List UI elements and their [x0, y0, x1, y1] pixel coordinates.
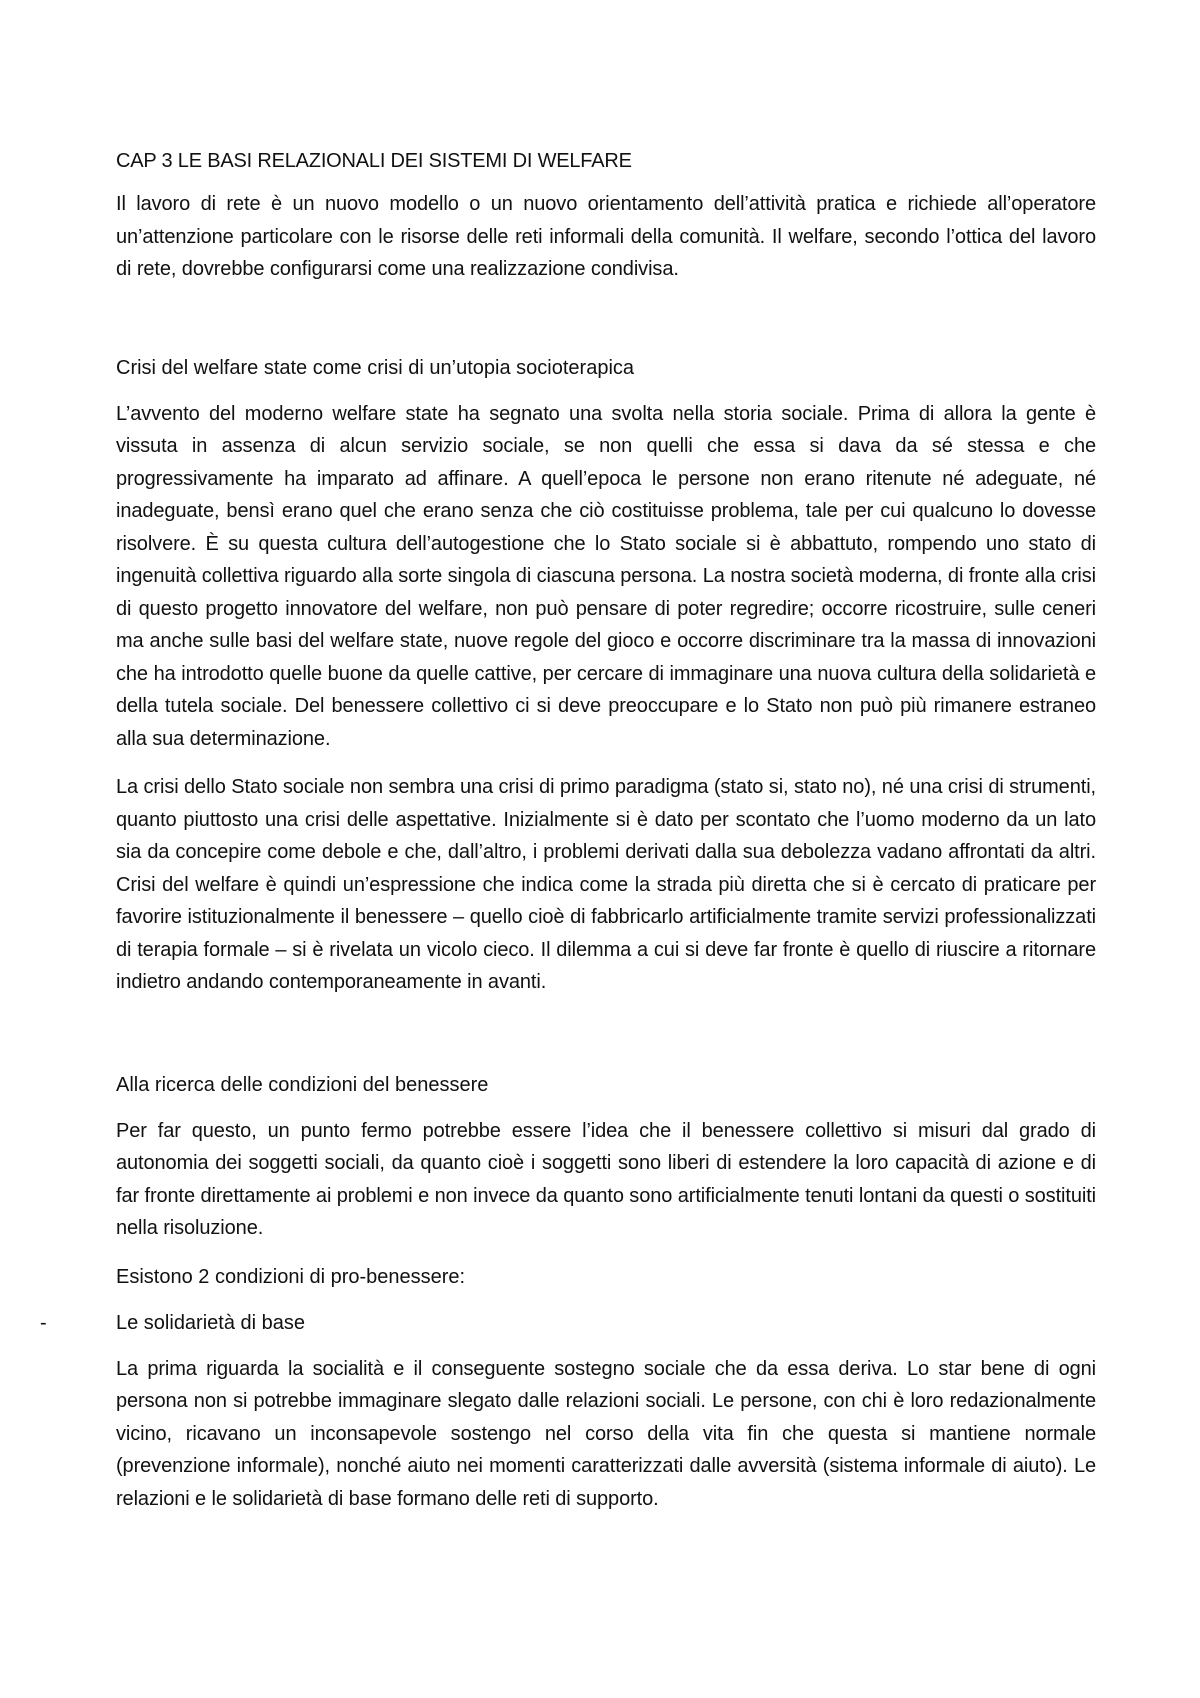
section1-paragraph-2: La crisi dello Stato sociale non sembra una crisi di primo paradigma (stato si, stato no), né una crisi di strumenti, quanto piuttosto una crisi delle aspettative. Inizialmente si è dato per scontato che l’uomo moderno da un lato sia da concepire come debole e che, dall’altro, i problemi derivati dalla sua debolezza vadano affrontati da altri. Crisi del welfare è quindi un’espressione che indica come la strada più diretta che si è cercato di praticare per favorire istituzionalmente il benessere – quello cioè di fabbricarlo artificialmente tramite servizi professionalizzati di terapia formale – si è rivelata un vicolo cieco. Il dilemma a cui si deve far fronte è quello di riuscire a ritornare indietro andando contemporaneamente in avanti.	[116, 776, 1096, 993]
bullet-dash: -	[40, 1311, 47, 1334]
chapter-title: CAP 3 LE BASI RELAZIONALI DEI SISTEMI DI WELFARE	[116, 150, 632, 172]
section1-paragraph-1: L’avvento del moderno welfare state ha segnato una svolta nella storia sociale. Prima di allora la gente è vissuta in assenza di alcun servizio sociale, se non quelli che essa si dava da sé stessa e che progressivamente ha imparato ad affinare. A quell’epoca le persone non erano ritenute né adeguate, né inadeguate, bensì erano quel che erano senza che ciò costituisse problema, tale per cui qualcuno lo dovesse risolvere. È su questa cultura dell’autogestione che lo Stato sociale si è abbattuto, rompendo uno stato di ingenuità collettiva riguardo alla sorte singola di ciascuna persona. La nostra società moderna, di fronte alla crisi di questo progetto innovatore del welfare, non può pensare di poter regredire; occorre ricostruire, sulle ceneri ma anche sulle basi del welfare state, nuove regole del gioco e occorre discriminare tra la massa di innovazioni che ha introdotto quelle buone da quelle cattive, per cercare di immaginare una nuova cultura della solidarietà e della tutela sociale. Del benessere collettivo ci si deve preoccupare e lo Stato non può più rimanere estraneo alla sua determinazione.	[116, 402, 1096, 750]
section-heading-crisi: Crisi del welfare state come crisi di un’utopia socioterapica	[116, 356, 635, 379]
section2-paragraph: Per far questo, un punto fermo potrebbe essere l’idea che il benessere collettivo si misuri dal grado di autonomia dei soggetti sociali, da quanto cioè i soggetti sono liberi di estendere la loro capacità di azione e di far fronte direttamente ai problemi e non invece da quanto sono artificialmente tenuti lontani da questi o sostituiti nella risoluzione.	[116, 1119, 1097, 1239]
bullet-paragraph: La prima riguarda la socialità e il conseguente sostegno sociale che da essa deriva. Lo star bene di ogni persona non si potrebbe immaginare slegato dalle relazioni sociali. Le persone, con chi è loro redazionalmente vicino, ricavano un inconsapevole sostengo nel corso della vita fin che questa si mantiene normale (prevenzione informale), nonché aiuto nei momenti caratterizzati dalle avversità (sistema informale di aiuto). Le relazioni e le solidarietà di base formano delle reti di supporto.	[116, 1357, 1096, 1510]
bullet-label: Le solidarietà di base	[116, 1311, 306, 1334]
section-spacer	[116, 302, 1096, 352]
section-heading-benessere: Alla ricerca delle condizioni del benessere	[116, 1073, 489, 1096]
document-body	[40, 146, 1097, 1531]
conditions-intro: Esistono 2 condizioni di pro-benessere:	[116, 1265, 466, 1288]
section-spacer	[116, 1015, 1096, 1069]
intro-paragraph: Il lavoro di rete è un nuovo modello o un nuovo orientamento dell’attività pratica e richiede all’operatore un’attenzione particolare con le risorse delle reti informali della comunità. Il welfare, secondo l’ottica del lavoro di rete, dovrebbe configurarsi come una realizzazione condivisa.	[116, 193, 1096, 280]
bullet-item	[40, 1307, 1096, 1339]
